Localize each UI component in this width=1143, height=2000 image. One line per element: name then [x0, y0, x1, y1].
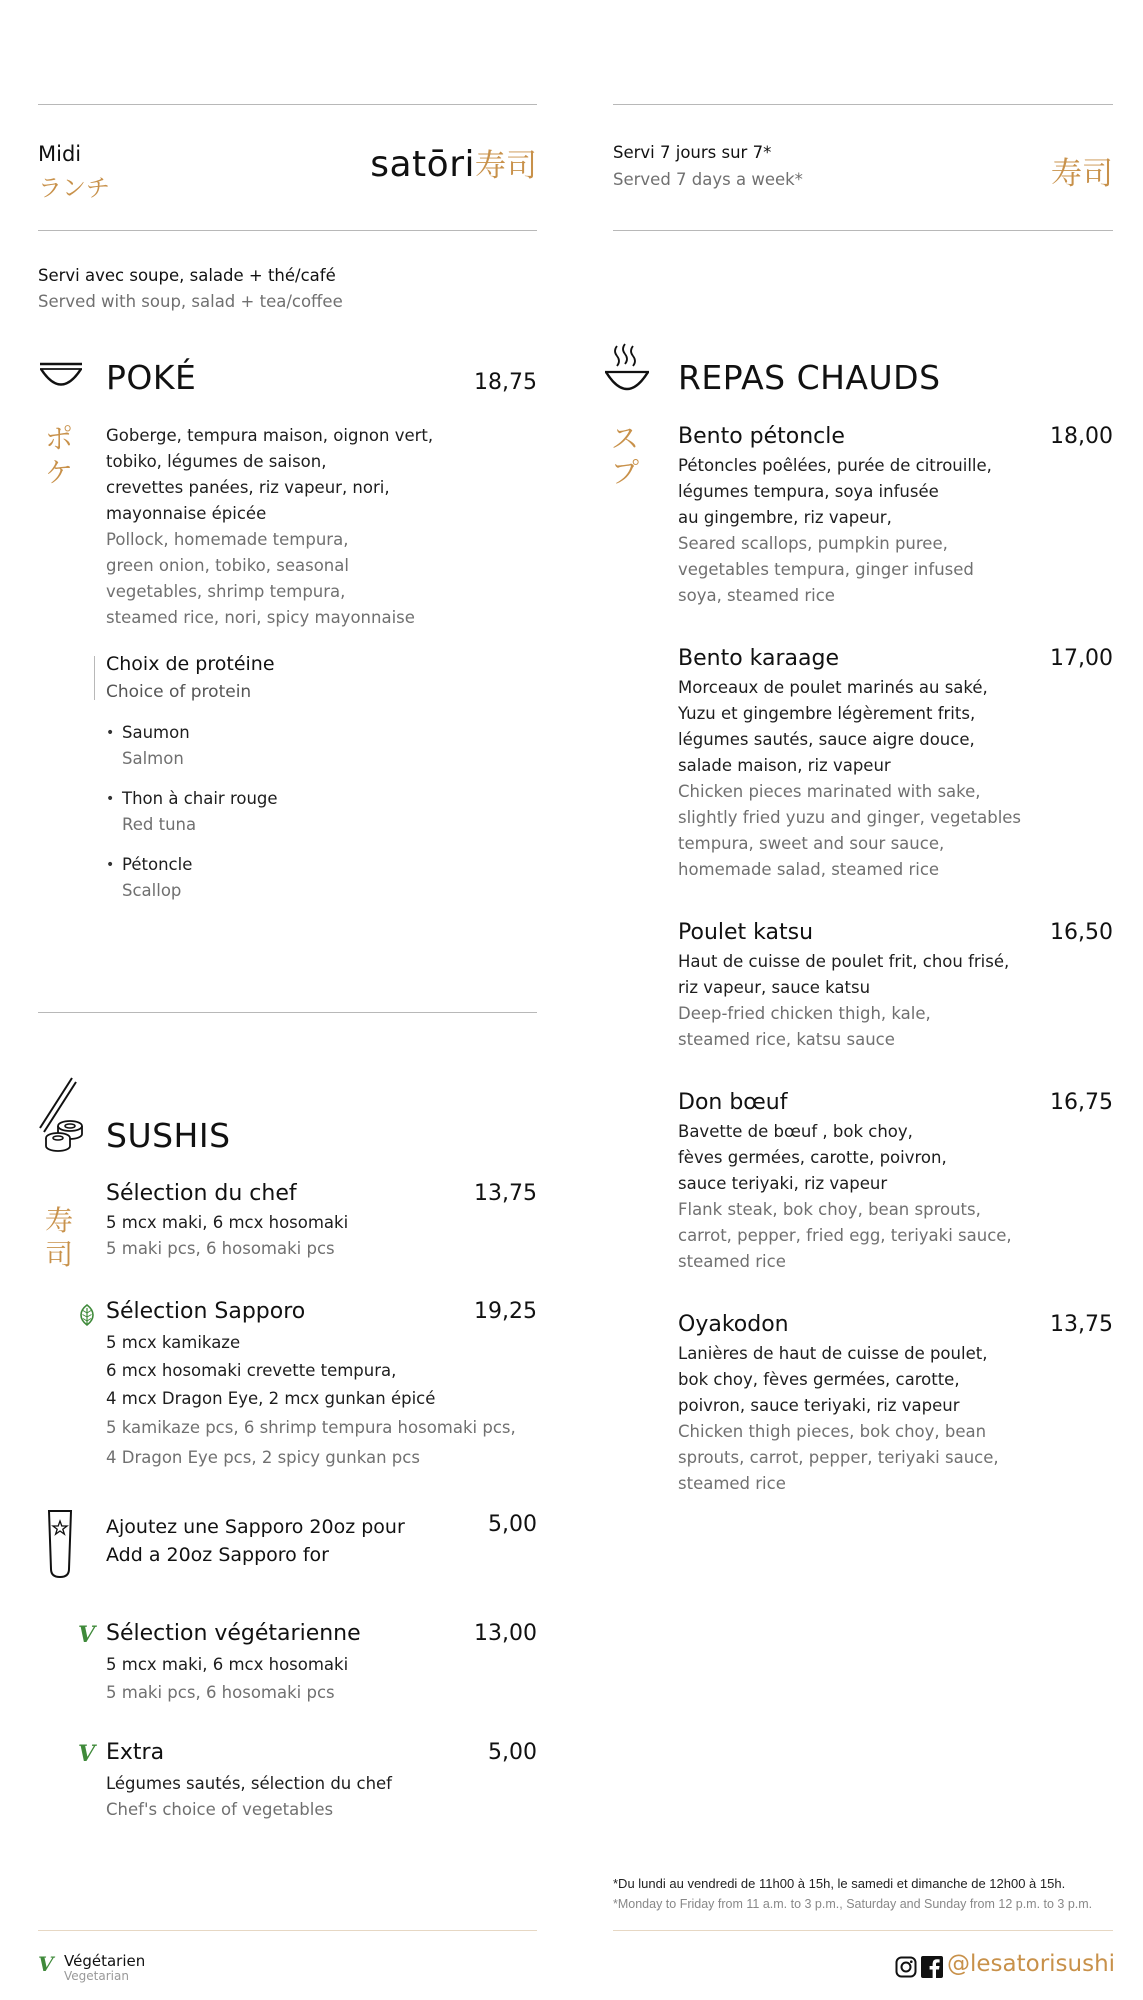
hot-item-price: 16,75: [1050, 1090, 1113, 1115]
veg-item-en: 5 maki pcs, 6 hosomaki pcs: [106, 1683, 335, 1702]
footnote-fr: *Du lundi au vendredi de 11h00 à 15h, le samedi et dimanche de 12h00 à 15h.: [613, 1876, 1066, 1891]
poke-sushi-divider: [38, 1012, 537, 1013]
hot-item-desc: [678, 1341, 1113, 1497]
poke-desc-en-line: green onion, tobiko, seasonal: [106, 556, 349, 575]
hot-meals-jp-vertical: [608, 422, 642, 490]
vegetarian-icon: V: [78, 1741, 96, 1767]
hot-item-fr: riz vapeur, sauce katsu: [678, 978, 871, 997]
protein-list: [106, 720, 426, 918]
hot-item-price: 17,00: [1050, 646, 1113, 671]
veg-item-title: Sélection végétarienne: [106, 1621, 361, 1646]
sushi-jp-vertical: [42, 1204, 76, 1272]
hot-item-price: 16,50: [1050, 920, 1113, 945]
sushis-title: SUSHIS: [106, 1116, 231, 1155]
protein-fr: • Thon à chair rouge: [122, 789, 278, 808]
protein-title-en: Choice of protein: [106, 682, 252, 702]
poke-price: 18,75: [474, 370, 537, 395]
leaf-icon: [78, 1304, 96, 1330]
social-handle[interactable]: @lesatorisushi: [947, 1951, 1116, 1977]
sushi-item-desc: [106, 1329, 546, 1473]
sushi-item-fr: 4 mcx Dragon Eye, 2 mcx gunkan épicé: [106, 1389, 436, 1408]
sushi-item-fr: 5 mcx kamikaze: [106, 1333, 241, 1352]
logo-text: satōri: [370, 144, 475, 185]
header-rule-bottom-right: [613, 230, 1113, 231]
hot-item-en: carrot, pepper, fried egg, teriyaki sauce,: [678, 1226, 1012, 1245]
hot-item-fr: Morceaux de poulet marinés au saké,: [678, 678, 988, 697]
poke-jp-char: ポ: [44, 422, 73, 455]
protein-en: Scallop: [122, 881, 182, 900]
protein-option: [106, 720, 426, 772]
hot-meals-title: REPAS CHAUDS: [678, 358, 941, 397]
hot-item-en: sprouts, carrot, pepper, teriyaki sauce,: [678, 1448, 999, 1467]
served-with-en: Served with soup, salad + tea/coffee: [38, 292, 343, 311]
hot-item-fr: fèves germées, carotte, poivron,: [678, 1148, 947, 1167]
veg-item-price: 5,00: [488, 1740, 537, 1765]
sushi-item-en: 5 maki pcs, 6 hosomaki pcs: [106, 1239, 335, 1258]
logo-jp: 寿司: [475, 148, 537, 184]
protein-en: Salmon: [122, 749, 184, 768]
hot-item-fr: salade maison, riz vapeur: [678, 756, 891, 775]
hot-item-en: Chicken thigh pieces, bok choy, bean: [678, 1422, 987, 1441]
sushi-jp-char: 寿: [44, 1204, 73, 1237]
instagram-icon[interactable]: [895, 1956, 917, 1982]
poke-title: POKÉ: [106, 358, 197, 397]
beer-addon: [106, 1513, 405, 1569]
legend-en: Vegetarian: [64, 1969, 129, 1983]
hot-item-fr: bok choy, fèves germées, carotte,: [678, 1370, 960, 1389]
served-days-fr: Servi 7 jours sur 7*: [613, 143, 772, 162]
hot-item-desc: [678, 453, 1108, 609]
hot-item-fr: légumes sautés, sauce aigre douce,: [678, 730, 975, 749]
poke-desc-en-line: vegetables, shrimp tempura,: [106, 582, 346, 601]
hot-item-fr: sauce teriyaki, riz vapeur: [678, 1174, 888, 1193]
hot-item-fr: Pétoncles poêlées, purée de citrouille,: [678, 456, 992, 475]
protein-choice-bar: [94, 656, 95, 700]
veg-item-title: Extra: [106, 1740, 165, 1765]
protein-option: [106, 786, 426, 838]
hot-item-fr: légumes tempura, soya infusée: [678, 482, 939, 501]
hot-item-en: tempura, sweet and sour sauce,: [678, 834, 945, 853]
veg-item-en: Chef's choice of vegetables: [106, 1800, 334, 1819]
hot-item-en: slightly fried yuzu and ginger, vegetables: [678, 808, 1022, 827]
hot-item-en: steamed rice, katsu sauce: [678, 1030, 895, 1049]
footer-rule-left: [38, 1930, 537, 1931]
protein-en: Red tuna: [122, 815, 197, 834]
header-rule-top-right: [613, 104, 1113, 105]
vegetarian-icon: V: [38, 1952, 54, 1976]
hot-meals-jp-char: プ: [610, 456, 639, 489]
hot-item-en: soya, steamed rice: [678, 586, 835, 605]
vegetarian-icon: V: [78, 1622, 96, 1648]
hot-item-en: Flank steak, bok choy, bean sprouts,: [678, 1200, 981, 1219]
hot-item-desc: [678, 1119, 1113, 1275]
hot-item-desc: [678, 675, 1113, 883]
poke-jp-char: ケ: [44, 456, 73, 489]
hot-item-title: Poulet katsu: [678, 920, 814, 945]
hot-item-fr: au gingembre, riz vapeur,: [678, 508, 892, 527]
right-logo-jp: 寿司: [1051, 156, 1113, 192]
poke-desc-fr-line: mayonnaise épicée: [106, 504, 267, 523]
served-with-fr: Servi avec soupe, salade + thé/café: [38, 266, 336, 285]
footnote: [613, 1874, 1133, 1914]
hot-item-title: Bento karaage: [678, 646, 839, 671]
poke-desc-en-line: Pollock, homemade tempura,: [106, 530, 349, 549]
hot-item-fr: Yuzu et gingembre légèrement frits,: [678, 704, 976, 723]
legend-fr: Végétarien: [64, 1952, 146, 1970]
beer-glass-icon: [46, 1509, 74, 1583]
hot-meals-jp-char: ス: [610, 422, 639, 455]
social-links: [895, 1950, 1116, 1984]
hot-item-en: Deep-fried chicken thigh, kale,: [678, 1004, 931, 1023]
sushi-item-desc: [106, 1210, 536, 1262]
served-days-en: Served 7 days a week*: [613, 170, 803, 189]
hot-item-en: Chicken pieces marinated with sake,: [678, 782, 981, 801]
facebook-icon[interactable]: [921, 1956, 943, 1982]
protein-title-fr: Choix de protéine: [106, 653, 275, 675]
protein-option: [106, 852, 426, 904]
hot-item-fr: Bavette de bœuf , bok choy,: [678, 1122, 913, 1141]
hot-item-en: vegetables tempura, ginger infused: [678, 560, 974, 579]
hot-item-title: Bento pétoncle: [678, 424, 845, 449]
poke-desc-en-line: steamed rice, nori, spicy mayonnaise: [106, 608, 415, 627]
beer-addon-en: Add a 20oz Sapporo for: [106, 1544, 329, 1566]
protein-choice-heading: [106, 650, 275, 706]
footnote-en: *Monday to Friday from 11 a.m. to 3 p.m., Saturday and Sunday from 12 p.m. to 3 p.m.: [613, 1897, 1093, 1911]
midi-jp-label: ランチ: [38, 174, 110, 202]
sushi-item-price: 19,25: [474, 1299, 537, 1324]
sushi-item-title: Sélection Sapporo: [106, 1299, 306, 1324]
hot-item-fr: Haut de cuisse de poulet frit, chou frisé,: [678, 952, 1010, 971]
protein-fr: • Saumon: [122, 723, 190, 742]
veg-item-desc: [106, 1651, 536, 1707]
hot-item-en: homemade salad, steamed rice: [678, 860, 940, 879]
sushi-item-fr: 6 mcx hosomaki crevette tempura,: [106, 1361, 397, 1380]
veg-item-fr: Légumes sautés, sélection du chef: [106, 1774, 392, 1793]
poke-jp-vertical: [42, 422, 76, 490]
satori-logo: [362, 140, 537, 185]
sushi-item-en: 4 Dragon Eye pcs, 2 spicy gunkan pcs: [106, 1448, 420, 1467]
sushi-item-en: 5 kamikaze pcs, 6 shrimp tempura hosomaki pcs,: [106, 1418, 516, 1437]
poke-description: [106, 423, 526, 631]
poke-desc-fr-line: Goberge, tempura maison, oignon vert,: [106, 426, 434, 445]
veg-item-desc: [106, 1771, 536, 1823]
hot-item-title: Oyakodon: [678, 1312, 789, 1337]
hot-item-desc: [678, 949, 1113, 1053]
midi-label: Midi: [38, 142, 82, 166]
sushi-item-fr: 5 mcx maki, 6 mcx hosomaki: [106, 1213, 349, 1232]
header-rule-top-left: [38, 104, 537, 105]
hot-item-price: 18,00: [1050, 424, 1113, 449]
sushi-item-price: 13,75: [474, 1181, 537, 1206]
beer-addon-fr: Ajoutez une Sapporo 20oz pour: [106, 1516, 405, 1538]
protein-fr: • Pétoncle: [122, 855, 193, 874]
header-rule-bottom-left: [38, 230, 537, 231]
hot-item-en: Seared scallops, pumpkin puree,: [678, 534, 948, 553]
veg-item-fr: 5 mcx maki, 6 mcx hosomaki: [106, 1655, 349, 1674]
hot-item-en: steamed rice: [678, 1474, 786, 1493]
poke-bowl-icon: [38, 360, 84, 400]
veg-item-price: 13,00: [474, 1621, 537, 1646]
sushi-item-title: Sélection du chef: [106, 1181, 297, 1206]
poke-desc-fr-line: tobiko, légumes de saison,: [106, 452, 327, 471]
hot-item-price: 13,75: [1050, 1312, 1113, 1337]
sushi-chopsticks-icon: [38, 1076, 86, 1156]
sushi-jp-char: 司: [44, 1238, 73, 1271]
footer-rule-right: [613, 1930, 1113, 1931]
soup-bowl-icon: [603, 342, 651, 402]
poke-desc-fr-line: crevettes panées, riz vapeur, nori,: [106, 478, 390, 497]
hot-item-fr: poivron, sauce teriyaki, riz vapeur: [678, 1396, 960, 1415]
beer-addon-price: 5,00: [488, 1512, 537, 1537]
hot-item-title: Don bœuf: [678, 1090, 788, 1115]
hot-item-en: steamed rice: [678, 1252, 786, 1271]
hot-item-fr: Lanières de haut de cuisse de poulet,: [678, 1344, 988, 1363]
